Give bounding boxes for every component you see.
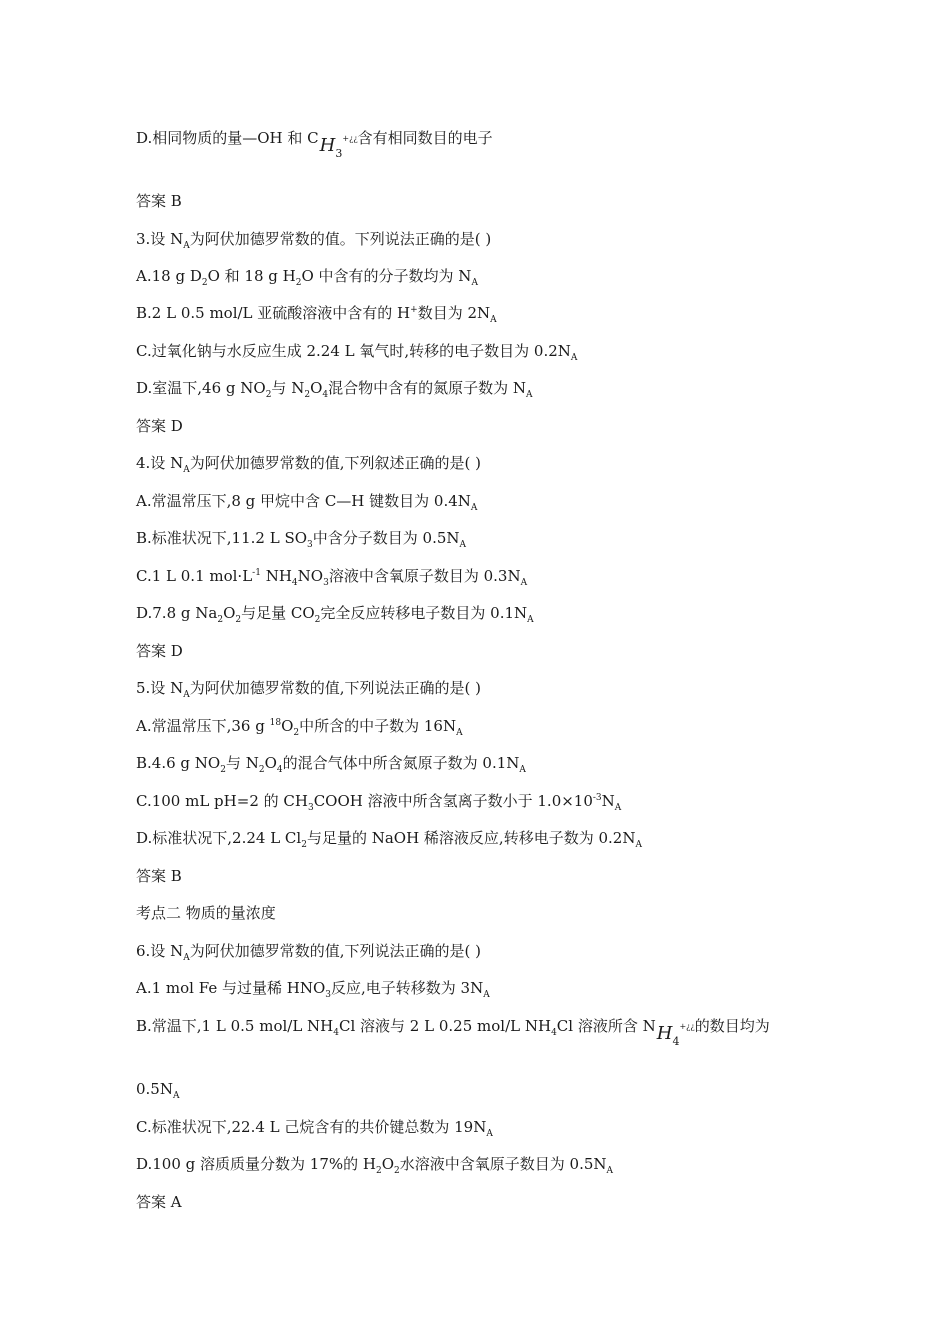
answer-q6: 答案 A	[136, 1193, 182, 1211]
option-c-q6: C.标准状况下,22.4 L 己烷含有的共价键总数为 $19N_A$	[136, 1118, 493, 1139]
question-6: 6.设 $N_A$为阿伏加德罗常数的值,下列说法正确的是( )	[136, 942, 481, 963]
option-b-q6: B.常温下,1 L 0.5 mol/L $NH_4Cl$ 溶液与 2 L 0.25 mol/L $NH_4Cl$ 溶液所含 $NH_4^{+¿¿}$的数目均为	[136, 1017, 770, 1048]
option-d-q5: D.标准状况下,2.24 L $Cl_2$与足量的 NaOH 稀溶液反应,转移电子数为 $0.2N_A$	[136, 829, 642, 850]
answer-q3: 答案 D	[136, 417, 183, 435]
option-c-q3: C.过氧化钠与水反应生成 2.24 L 氧气时,转移的电子数目为 $0.2N_A$	[136, 342, 578, 363]
option-d-q6: D.100 g 溶质质量分数为 17%的 $H_2O_2$水溶液中含氧原子数目为 $0.5N_A$	[136, 1155, 614, 1176]
answer-q2: 答案 B	[136, 192, 182, 210]
option-c-q4: C.1 L 0.1 $mol\cdot L^{-1}$ $NH_4NO_3$溶液中含氧原子数目为 $0.3N_A$	[136, 567, 528, 588]
option-a-q4: A.常温常压下,8 g 甲烷中含 C—H 键数目为 $0.4N_A$	[136, 492, 478, 513]
answer-q5: 答案 B	[136, 867, 182, 885]
question-4: 4.设 $N_A$为阿伏加德罗常数的值,下列叙述正确的是( )	[136, 454, 481, 475]
option-d-q4: D.7.8 g $Na_2O_2$与足量 $CO_2$完全反应转移电子数目为 $0.1N_A$	[136, 604, 534, 625]
option-d-q2: D.相同物质的量—OH 和 $CH_3^{+¿¿}$含有相同数目的电子	[136, 129, 493, 160]
option-b-q5: B.4.6 g $NO_2$与 $N_2O_4$的混合气体中所含氮原子数为 $0.1N_A$	[136, 754, 526, 775]
option-b-q3: B.2 L 0.5 mol/L 亚硫酸溶液中含有的 H+数目为 $2N_A$	[136, 304, 497, 325]
question-5: 5.设 $N_A$为阿伏加德罗常数的值,下列说法正确的是( )	[136, 679, 481, 700]
answer-q4: 答案 D	[136, 642, 183, 660]
option-c-q5: C.100 mL pH=2 的 $CH_3COOH$ 溶液中所含氢离子数小于 $1.0\times 10^{-3}N_A$	[136, 792, 622, 813]
option-a-q6: A.1 mol Fe 与过量稀 $HNO_3$反应,电子转移数为 $3N_A$	[136, 979, 490, 1000]
ion-formula: $H_4^{+¿¿}$	[656, 1022, 695, 1048]
option-d-q3: D.室温下,46 g $NO_2$与 $N_2O_4$混合物中含有的氮原子数为 $N_A$	[136, 379, 533, 400]
ion-formula: $H_3^{+¿¿}$	[319, 134, 358, 160]
section-heading: 考点二 物质的量浓度	[136, 904, 276, 922]
question-3: 3.设 $N_A$为阿伏加德罗常数的值。下列说法正确的是( )	[136, 230, 492, 251]
option-a-q3: A.18 g $D_2O$ 和 18 g $H_2O$ 中含有的分子数均为 $N_A$	[136, 267, 478, 288]
option-b-q4: B.标准状况下,11.2 L $SO_3$中含分子数目为 $0.5N_A$	[136, 529, 467, 550]
option-a-q5: A.常温常压下,36 g $^{18}O_2$中所含的中子数为 $16N_A$	[136, 717, 463, 738]
option-b-q6-cont: $0.5N_A$	[136, 1080, 180, 1101]
